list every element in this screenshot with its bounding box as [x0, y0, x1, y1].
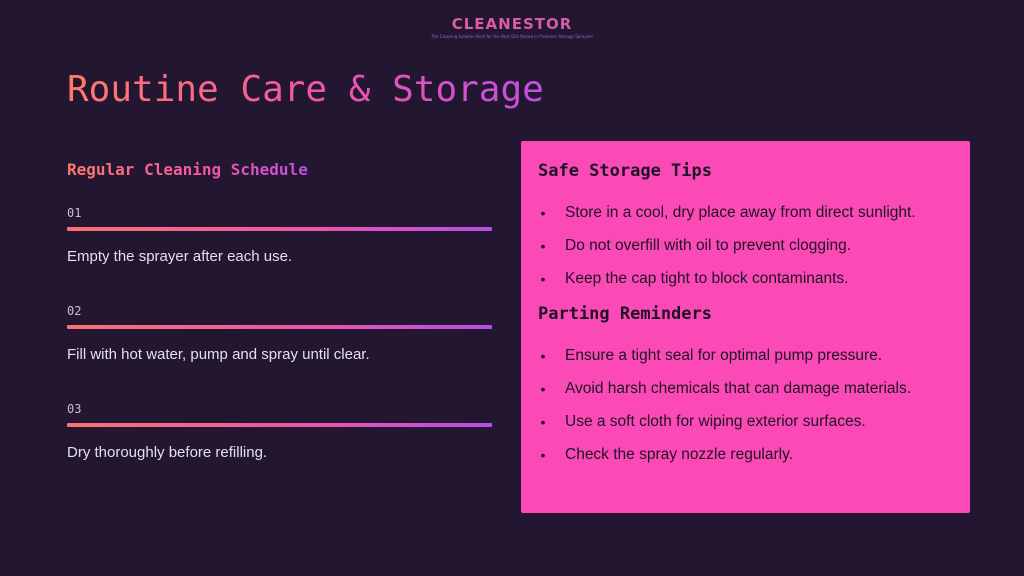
page-title: Routine Care & Storage [67, 66, 544, 114]
bullet-dot-icon: • [540, 238, 546, 254]
bullet-dot-icon: • [540, 348, 546, 364]
reminders-list [538, 343, 954, 468]
step-divider-bar [67, 227, 492, 231]
logo-wordmark: CLEANESTOR [0, 14, 1024, 34]
storage-tips-list [538, 200, 954, 292]
logo-tagline: The Cleaning Solution Built for the Best Oils Stored in Premium Storage Sprayers [431, 34, 593, 39]
list-item [538, 266, 954, 292]
brand-logo [0, 14, 1024, 40]
bullet-dot-icon: • [540, 205, 546, 221]
tip-text: Store in a cool, dry place away from direct sunlight. [565, 204, 916, 221]
list-item [538, 233, 954, 259]
list-item [538, 343, 954, 369]
storage-tips-panel [521, 141, 970, 513]
step-text: Empty the sprayer after each use. [67, 248, 293, 265]
bullet-dot-icon: • [540, 271, 546, 287]
bullet-dot-icon: • [540, 381, 546, 397]
schedule-step [67, 401, 492, 463]
bullet-dot-icon: • [540, 414, 546, 430]
list-item [538, 442, 954, 468]
schedule-step [67, 205, 492, 267]
reminders-heading: Parting Reminders [538, 304, 712, 324]
tip-text: Do not overfill with oil to prevent clogging. [565, 237, 852, 254]
step-number: 03 [67, 402, 82, 416]
tip-text: Keep the cap tight to block contaminants. [565, 270, 849, 287]
step-number: 01 [67, 206, 82, 220]
list-item [538, 409, 954, 435]
reminder-text: Check the spray nozzle regularly. [565, 446, 794, 463]
step-divider-bar [67, 423, 492, 427]
reminder-text: Avoid harsh chemicals that can damage materials. [565, 380, 912, 397]
reminder-text: Ensure a tight seal for optimal pump pressure. [565, 347, 883, 364]
bullet-dot-icon: • [540, 447, 546, 463]
list-item [538, 376, 954, 402]
cleaning-schedule-section [67, 158, 492, 461]
schedule-step [67, 303, 492, 365]
reminder-text: Use a soft cloth for wiping exterior surfaces. [565, 413, 866, 430]
list-item [538, 200, 954, 226]
step-text: Fill with hot water, pump and spray until clear. [67, 346, 370, 363]
step-divider-bar [67, 325, 492, 329]
schedule-heading: Regular Cleaning Schedule [67, 158, 308, 182]
step-text: Dry thoroughly before refilling. [67, 444, 268, 461]
step-number: 02 [67, 304, 82, 318]
storage-heading: Safe Storage Tips [538, 161, 712, 181]
